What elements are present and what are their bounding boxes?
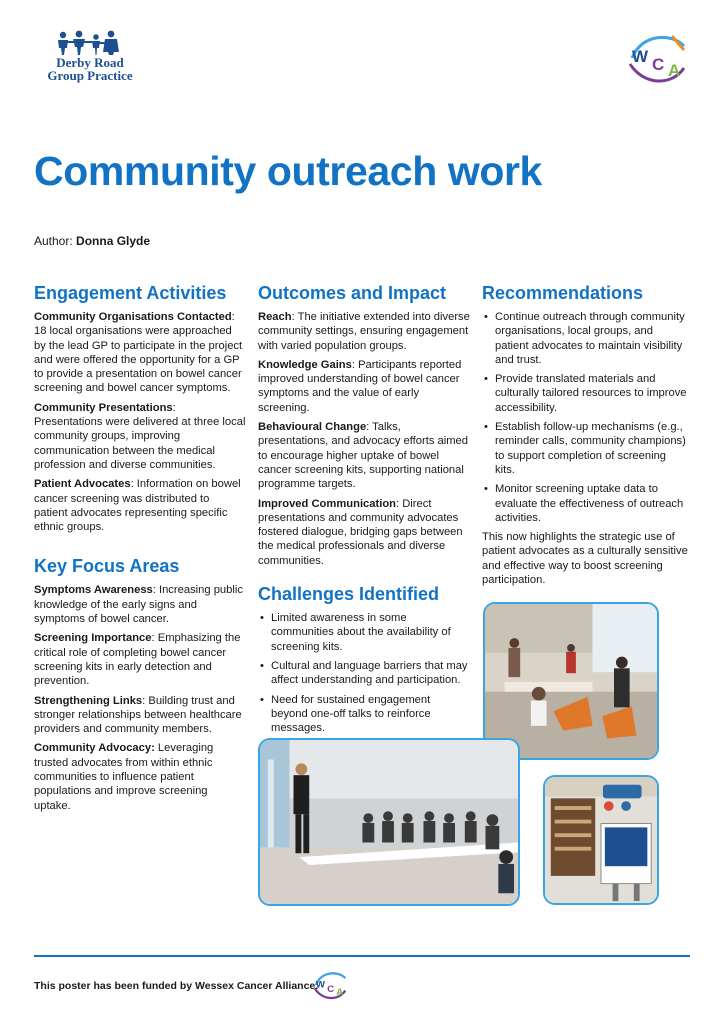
challenges-heading: Challenges Identified: [258, 584, 440, 605]
challenges-list: [258, 611, 470, 735]
practice-name-line1: Derby Road: [56, 55, 124, 70]
wca-logo: [622, 28, 692, 88]
column-right: [482, 282, 688, 592]
outcomes-item: [258, 420, 470, 491]
focus-item: [34, 694, 246, 737]
engagement-term: Community Organisations Contacted: [34, 311, 232, 323]
focus-term: Screening Importance: [34, 632, 152, 645]
outcomes-item: [258, 358, 470, 415]
column-middle: [258, 282, 470, 740]
column-left: [34, 282, 246, 818]
recommendations-heading: Recommendations: [482, 283, 644, 303]
challenge-item: • Limited awareness in some communities about the availability of screening kits.: [258, 611, 470, 654]
focus-text: : Increasing public knowledge of the early signs and symptoms of bowel cancer.: [34, 584, 243, 626]
focus-term: Community Advocacy:: [34, 742, 155, 755]
engagement-item: [34, 401, 246, 472]
info-stand-photo-icon: [545, 777, 657, 903]
outcomes-item: [258, 497, 470, 568]
outcomes-text: : Direct presentations and community advocates fostered dialogue, bridging gaps between the medical professionals and diverse communities.: [258, 497, 463, 567]
practice-name-line2: Group Practice: [47, 68, 133, 83]
challenge-item: • Need for sustained engagement beyond one-off talks to reinforce messages.: [258, 693, 470, 736]
focus-term: Strengthening Links: [34, 694, 143, 707]
outcomes-item: [258, 310, 470, 353]
practice-logo: [34, 30, 146, 82]
focus-heading: Key Focus Areas: [34, 556, 180, 577]
engagement-item: [34, 477, 246, 534]
outcomes-heading: Outcomes and Impact: [258, 283, 447, 303]
photo-presentation: [258, 738, 520, 906]
recommendation-item: • Provide translated materials and culturally tailored resources to improve accessibility.: [482, 372, 688, 415]
outcomes-term: Reach: [258, 311, 292, 323]
author-line: [34, 234, 150, 248]
svg-text:C: C: [652, 55, 665, 74]
author-name: Donna Glyde: [76, 234, 151, 248]
footer-divider: [34, 955, 690, 957]
svg-text:C: C: [327, 983, 335, 995]
engagement-term: Community Presentations: [34, 401, 173, 414]
author-label: Author:: [34, 234, 73, 248]
svg-text:A: A: [336, 987, 344, 999]
focus-text: Leveraging trusted advocates from within ethnic communities to influence patient populations and improve screening uptake.: [34, 742, 214, 812]
engagement-text: : 18 local organisations were approached by the lead GP to participate in the project and were offered the opportunity for a GP to provide a presentation on bowel cancer screening and bowel cancer symptoms.: [34, 311, 243, 395]
svg-text:W: W: [315, 979, 325, 991]
focus-term: Symptoms Awareness: [34, 584, 153, 597]
outcomes-text: : The initiative extended into diverse community settings, ensuring engagement with varied population groups.: [258, 311, 470, 352]
challenge-item: • Cultural and language barriers that may affect understanding and participation.: [258, 659, 470, 688]
engagement-term: Patient Advocates: [34, 478, 131, 491]
engagement-heading: Engagement Activities: [34, 283, 227, 303]
recommendation-item: • Continue outreach through community organisations, local groups, and patient advocates to maintain visibility and trust.: [482, 310, 688, 367]
photo-community-room: [483, 602, 659, 760]
page-title: Community outreach work: [34, 148, 542, 194]
recommendations-summary: This now highlights the strategic use of patient advocates as a culturally sensitive and effective way to boost screening participation.: [482, 531, 688, 587]
focus-item: [34, 631, 246, 688]
focus-text: : Building trust and stronger relationships between healthcare providers and community members.: [34, 694, 242, 736]
wca-logo-icon: [622, 28, 692, 88]
presentation-photo-icon: [260, 740, 518, 904]
wca-footer-logo-icon: [310, 968, 350, 1002]
recommendation-item: • Monitor screening uptake data to evaluate the effectiveness of outreach activities.: [482, 482, 688, 525]
engagement-text: : Presentations were delivered at three local community groups, improving communication between the medical profession and diverse communities.: [34, 401, 246, 471]
recommendations-list: [482, 310, 688, 525]
footer-wca-logo: [310, 968, 350, 1002]
focus-item: [34, 741, 246, 812]
svg-text:W: W: [632, 47, 649, 66]
focus-text: : Emphasizing the critical role of completing bowel cancer screening kits in early detection and prevention.: [34, 632, 241, 688]
outcomes-text: : Participants reported improved understanding of bowel cancer symptoms and the value of early screening.: [258, 358, 462, 414]
community-room-photo-icon: [485, 604, 657, 758]
recommendation-item: • Establish follow-up mechanisms (e.g., reminder calls, community champions) to support completion of screening kits.: [482, 420, 688, 477]
family-figures-icon: [55, 30, 125, 56]
outcomes-term: Improved Communication: [258, 497, 396, 510]
funding-statement: This poster has been funded by Wessex Cancer Alliance.: [34, 980, 319, 992]
engagement-item: [34, 310, 246, 396]
engagement-text: : Information on bowel cancer screening was distributed to patient advocates representing specific ethnic groups.: [34, 478, 241, 534]
svg-text:A: A: [668, 61, 681, 80]
focus-item: [34, 583, 246, 626]
outcomes-term: Behavioural Change: [258, 421, 367, 434]
photo-info-stand: [543, 775, 659, 905]
outcomes-term: Knowledge Gains: [258, 358, 352, 371]
outcomes-text: : Talks, presentations, and advocacy efforts aimed to encourage higher uptake of bowel cancer screening kits, supporting national programme targets.: [258, 421, 468, 491]
